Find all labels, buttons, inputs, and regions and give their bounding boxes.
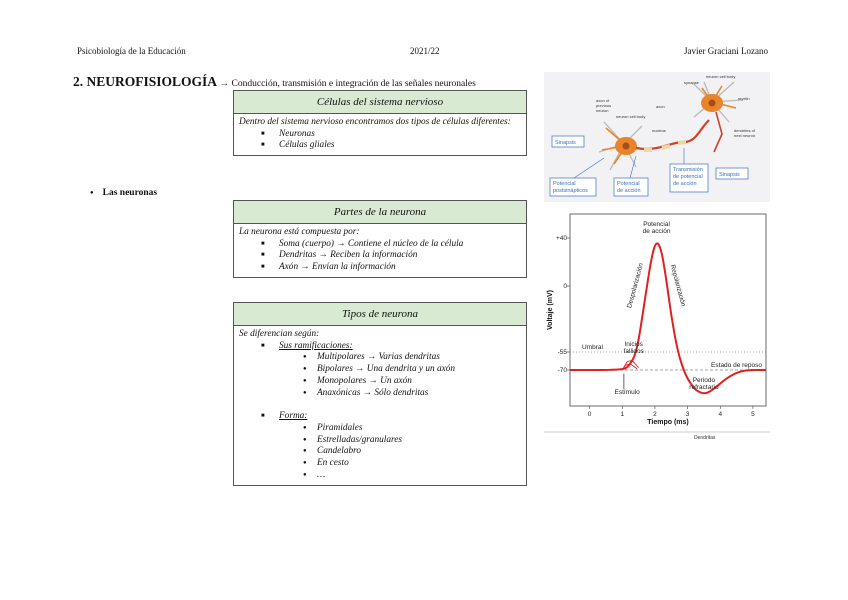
plot-area (570, 214, 766, 406)
label-neuron-body-left: neuron cell body (616, 114, 646, 119)
x-tick-label: 2 (653, 411, 657, 418)
chart-annotation: Despolarización (626, 262, 645, 309)
x-axis-label: Tiempo (ms) (647, 419, 689, 426)
neuron-illustration (544, 72, 770, 202)
box-cells-title: Células del sistema nervioso (234, 91, 526, 114)
list-item: ■ Neuronas (279, 129, 521, 141)
nucleus-left (623, 143, 630, 150)
list-item: ● Monopolares → Un axón (317, 376, 521, 388)
label-myelin: myelin (738, 96, 750, 101)
postsynaptic-label: Potencial postsinápticos (553, 181, 588, 194)
label-axon: axon (656, 104, 665, 109)
box-parts (233, 200, 527, 278)
x-tick-label: 5 (751, 411, 755, 418)
action-potential-label: Potencial de acción (617, 181, 641, 194)
y-tick-label: +40 (555, 235, 567, 242)
footer-caption: Dendritas (694, 435, 716, 441)
x-tick-label: 1 (620, 411, 625, 418)
chart-annotation: Periodo refractario (689, 377, 719, 391)
label-axon-previous: axon of previous neuron (596, 98, 612, 113)
chart-annotation: Repolarización (668, 263, 687, 308)
list-item-ramificaciones (279, 341, 521, 400)
myelin-sheath (644, 142, 686, 150)
list-item: ● Multipolares → Varias dendritas (317, 352, 521, 364)
y-axis-label: Voltaje (mV) (547, 290, 554, 330)
neuron-right (694, 82, 742, 152)
x-tick-label: 4 (718, 411, 723, 418)
header-year: 2021/22 (410, 46, 440, 56)
section-subtitle: → Conducción, transmisión e integración de las señales neuronales (219, 79, 476, 89)
y-tick-label: -70 (557, 367, 567, 374)
chart-annotation: Inicios fallidos (623, 341, 644, 355)
box-parts-intro: La neurona está compuesta por: (239, 227, 360, 237)
list-item: ■ Dendritas → Reciben la información (279, 250, 521, 262)
list-item: ● Anaxónicas → Sólo dendritas (317, 388, 521, 400)
axon-path (636, 120, 709, 149)
list-item: ● … (317, 470, 521, 482)
list-item: ■ Células gliales (279, 140, 521, 152)
reference-line-label: Estado de reposo (711, 362, 762, 369)
section-title (73, 74, 476, 90)
box-cells-intro: Dentro del sistema nervioso encontramos dos tipos de células diferentes: (239, 117, 511, 127)
label-nucleus: nucleus (652, 128, 666, 133)
ramificaciones-label: Sus ramificaciones: (279, 340, 353, 351)
action-potential-chart (544, 206, 770, 442)
list-item: ● Estrelladas/granulares (317, 435, 521, 447)
list-item: ● En cesto (317, 458, 521, 470)
neuron-left (599, 122, 642, 170)
box-cells (233, 90, 527, 156)
box-types (233, 302, 527, 486)
y-tick-label: -55 (557, 349, 567, 356)
box-types-body (234, 326, 526, 485)
synapse-right-label: Sinapsis (719, 172, 740, 178)
label-dendrites-next: dendrites of next neuron (734, 128, 756, 138)
box-cells-body (234, 114, 526, 155)
label-neuron-body-right: neuron cell body (706, 74, 736, 79)
action-potential-chart-svg (544, 206, 770, 442)
header-subject: Psicobiología de la Educación (77, 46, 186, 56)
x-tick-label: 3 (685, 411, 690, 418)
bullet-neuronas: ● Las neuronas (90, 188, 157, 198)
neuron-illustration-svg (544, 72, 770, 202)
y-tick-label: 0 (563, 283, 567, 290)
section-heading: 2. NEUROFISIOLOGÍA (73, 74, 217, 89)
box-types-intro: Se diferencian según: (239, 329, 320, 339)
list-item: ● Candelabro (317, 446, 521, 458)
x-tick-label: 0 (587, 411, 592, 418)
label-synapse-small: synapse (684, 80, 699, 85)
list-item: ● Piramidales (317, 423, 521, 435)
list-item: ■ Soma (cuerpo) → Contiene el núcleo de la célula (279, 239, 521, 251)
chart-annotation: Estímulo (614, 389, 640, 396)
list-item: ■ Axón → Envían la información (279, 262, 521, 274)
synapse-left-label: Sinapsis (555, 140, 576, 146)
nucleus-right (709, 100, 716, 107)
box-parts-body (234, 224, 526, 277)
propagation-label: Transmisión de potencial de acción (673, 167, 703, 187)
list-item: ● Bipolares → Una dendrita y un axón (317, 364, 521, 376)
reference-line-label: Umbral (582, 344, 603, 351)
chart-annotation: Potencial de acción (642, 221, 671, 235)
forma-label: Forma: (279, 411, 308, 422)
header-author: Javier Graciani Lozano (684, 46, 768, 56)
list-item-forma (279, 411, 521, 481)
box-types-title: Tipos de neurona (234, 303, 526, 326)
box-parts-title: Partes de la neurona (234, 201, 526, 224)
